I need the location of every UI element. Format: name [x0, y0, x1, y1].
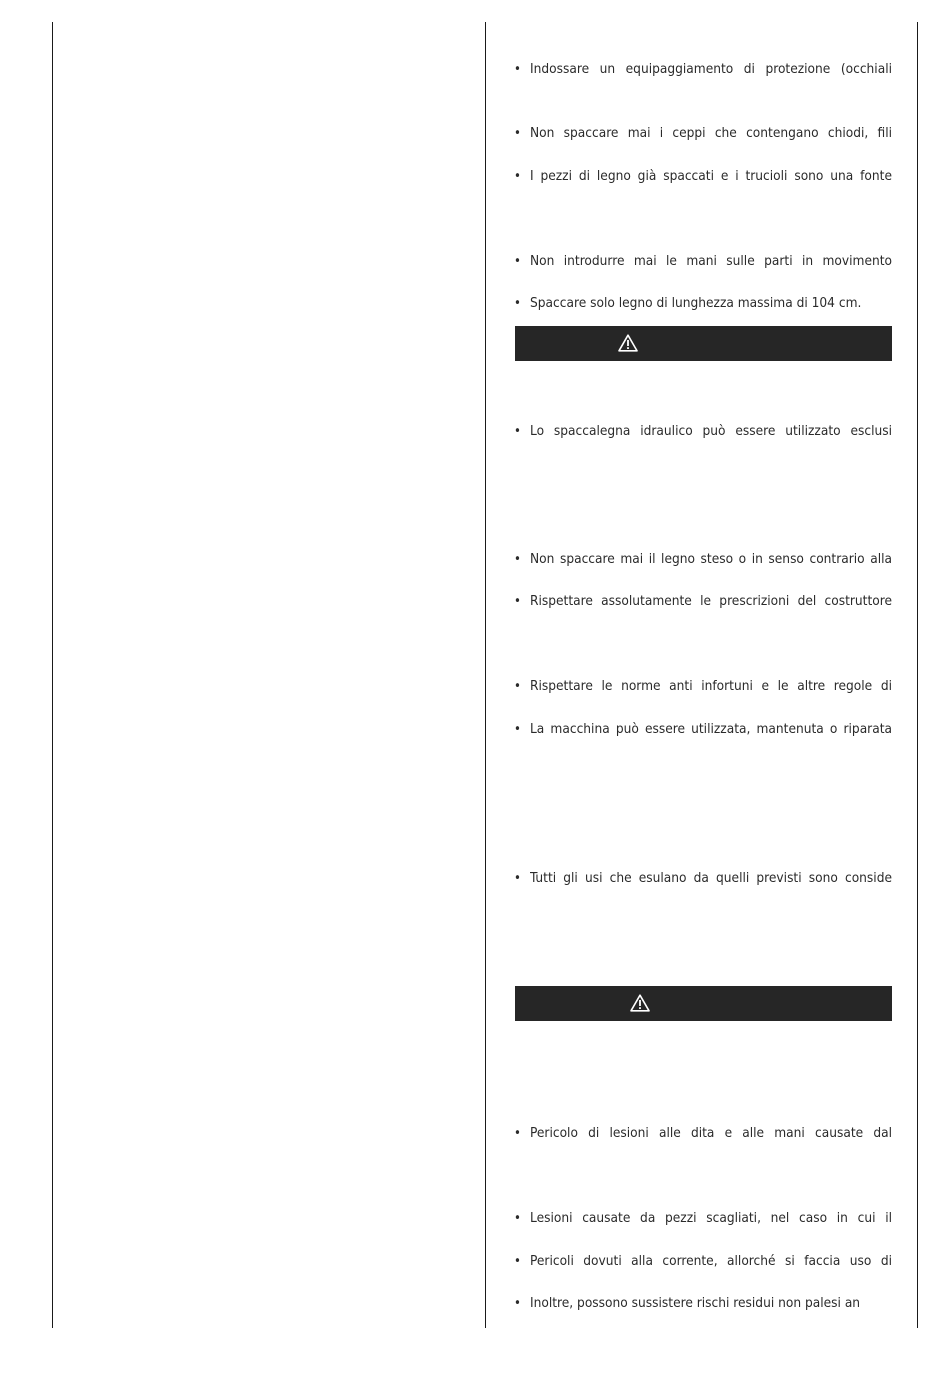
- safety-bullet: [514, 551, 892, 568]
- safety-bullet: [514, 870, 892, 887]
- bullet-marker: •: [514, 1296, 521, 1311]
- bullet-text: Inoltre, possono sussistere rischi residui non palesi an: [530, 1295, 861, 1311]
- bullet-text: La macchina può essere utilizzata, mantenuta o riparata: [530, 721, 892, 737]
- warning-triangle-icon: [630, 994, 650, 1012]
- bullet-text: Non spaccare mai il legno steso o in senso contrario alla: [530, 551, 892, 567]
- bullet-marker: •: [514, 552, 521, 567]
- bullet-marker: •: [514, 871, 521, 886]
- bullet-marker: •: [514, 679, 521, 694]
- left-column-rule: [52, 22, 53, 1328]
- bullet-marker: •: [514, 1126, 521, 1141]
- bullet-marker: •: [514, 1211, 521, 1226]
- safety-bullet: [514, 61, 892, 78]
- bullet-marker: •: [514, 722, 521, 737]
- warning-bar: [515, 326, 892, 361]
- bullet-marker: •: [514, 254, 521, 269]
- bullet-text: Pericolo di lesioni alle dita e alle mani causate dal: [530, 1125, 892, 1141]
- safety-bullet: [514, 721, 892, 738]
- bullet-marker: •: [514, 62, 521, 77]
- right-column-rule: [917, 22, 918, 1328]
- safety-bullet: [514, 593, 892, 610]
- bullet-text: Lo spaccalegna idraulico può essere utilizzato esclusi: [530, 423, 892, 439]
- bullet-text: Tutti gli usi che esulano da quelli previsti sono conside: [530, 870, 892, 886]
- safety-bullet: [514, 1210, 892, 1227]
- bullet-text: I pezzi di legno già spaccati e i trucioli sono una fonte: [530, 168, 892, 184]
- bullet-marker: •: [514, 169, 521, 184]
- bullet-text: Pericoli dovuti alla corrente, allorché si faccia uso di: [530, 1253, 892, 1269]
- warning-bar: [515, 986, 892, 1021]
- safety-bullet: [514, 125, 892, 142]
- safety-bullet: [514, 253, 892, 270]
- bullet-marker: •: [514, 296, 521, 311]
- safety-bullet: [514, 1125, 892, 1142]
- safety-bullet: [514, 295, 892, 312]
- bullet-text: Rispettare assolutamente le prescrizioni del costruttore: [530, 593, 892, 609]
- bullet-text: Non spaccare mai i ceppi che contengano chiodi, fili: [530, 125, 892, 141]
- bullet-text: Lesioni causate da pezzi scagliati, nel caso in cui il: [530, 1210, 892, 1226]
- safety-bullet: [514, 1295, 892, 1312]
- bullet-text: Rispettare le norme anti infortuni e le altre regole di: [530, 678, 892, 694]
- center-column-rule: [485, 22, 486, 1328]
- warning-triangle-icon: [618, 334, 638, 352]
- safety-bullet: [514, 423, 892, 440]
- safety-bullet: [514, 678, 892, 695]
- bullet-marker: •: [514, 424, 521, 439]
- bullet-marker: •: [514, 1254, 521, 1269]
- bullet-marker: •: [514, 594, 521, 609]
- bullet-marker: •: [514, 126, 521, 141]
- safety-bullet: [514, 168, 892, 185]
- bullet-text: Non introdurre mai le mani sulle parti in movimento: [530, 253, 892, 269]
- bullet-text: Indossare un equipaggiamento di protezione (occhiali: [530, 61, 892, 77]
- safety-bullet: [514, 1253, 892, 1270]
- bullet-text: Spaccare solo legno di lunghezza massima di 104 cm.: [530, 295, 862, 311]
